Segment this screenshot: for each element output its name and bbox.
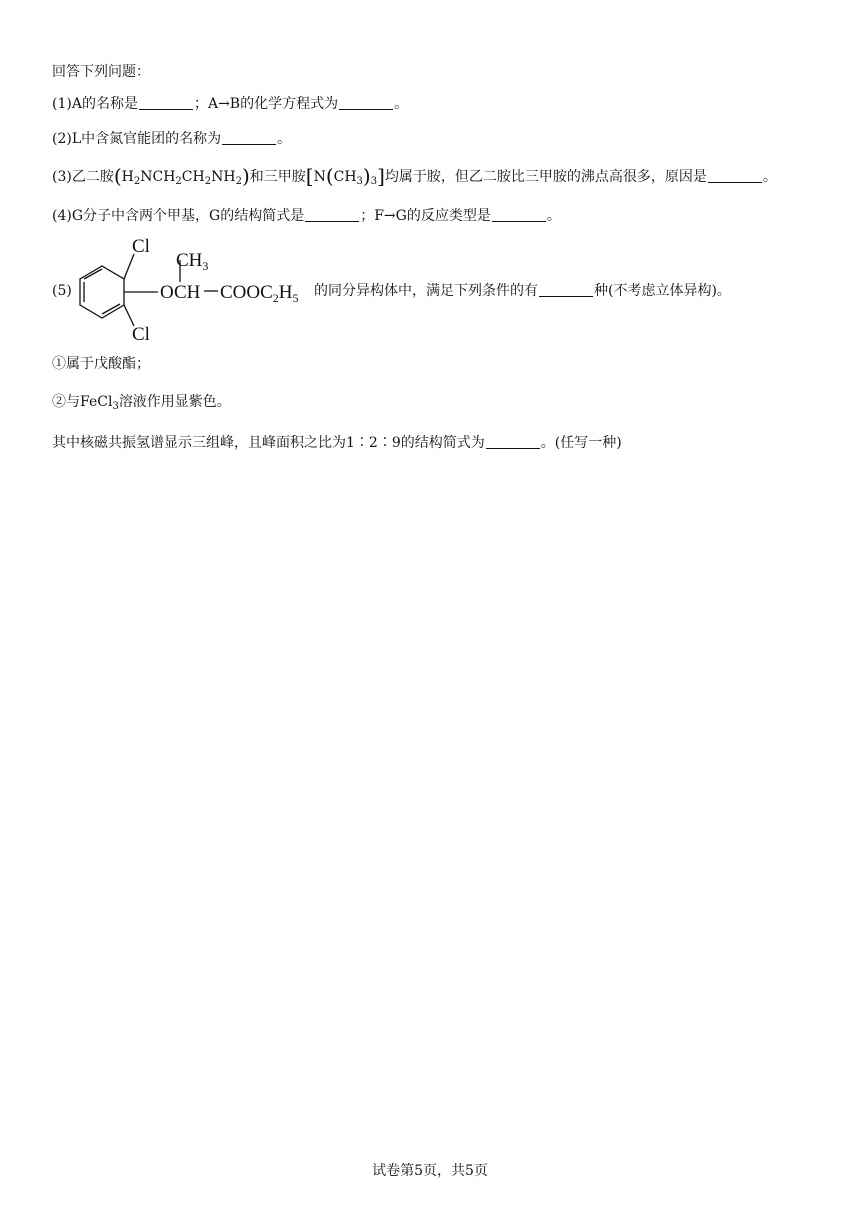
q4-blank-2[interactable] xyxy=(492,207,546,222)
q2-number: (2) xyxy=(52,131,72,147)
q1-text-b: ；A→B的化学方程式为 xyxy=(193,96,339,112)
q4-text-b: ；F→G的反应类型是 xyxy=(360,208,491,224)
q3-text-a: 乙二胺 xyxy=(71,169,114,185)
q2-text-a: L中含氮官能团的名称为 xyxy=(71,131,222,147)
q3-text-b: 和三甲胺 xyxy=(249,169,306,185)
q1-number: (1) xyxy=(52,96,72,112)
condition-2: ②与FeCl$_3$溶液作用显紫色。 xyxy=(52,394,231,412)
q1-blank-2[interactable] xyxy=(339,95,393,110)
q1-blank-1[interactable] xyxy=(139,95,193,110)
cl-bottom-label: Cl xyxy=(132,324,150,344)
q5-text-a: 的同分异构体中，满足下列条件的有 xyxy=(314,283,538,299)
q3-blank[interactable] xyxy=(708,168,762,183)
ethylenediamine-formula: $(H_2NCH_2CH_2NH_2)$ xyxy=(113,164,250,188)
q1-end: 。 xyxy=(394,96,409,112)
question-2 xyxy=(52,129,291,149)
cl-top-label: Cl xyxy=(132,236,150,257)
intro-text: 回答下列问题： xyxy=(52,64,150,80)
q5-text xyxy=(314,281,731,301)
nmr-blank[interactable] xyxy=(486,434,540,449)
question-1 xyxy=(52,94,408,114)
q4-number: (4) xyxy=(52,208,72,224)
question-4 xyxy=(52,206,561,226)
dichlorophenoxy-ester-structure xyxy=(72,232,318,344)
q2-blank[interactable] xyxy=(222,130,276,145)
q3-text-c: 均属于胺，但乙二胺比三甲胺的沸点高很多，原因是 xyxy=(384,169,707,185)
q4-blank-1[interactable] xyxy=(305,207,359,222)
q5-text-b: 种(不考虑立体异构)。 xyxy=(594,283,731,299)
nmr-text-b: 。(任写一种) xyxy=(540,435,622,451)
nmr-text-a: 其中核磁共振氢谱显示三组峰，且峰面积之比为1∶2∶9的结构简式为 xyxy=(52,435,485,451)
condition-1: ①属于戊酸酯； xyxy=(52,356,150,372)
q3-number: (3) xyxy=(52,169,72,185)
q3-end: 。 xyxy=(762,169,777,185)
q4-text-a: G分子中含两个甲基，G的结构简式是 xyxy=(71,208,305,224)
q5-blank[interactable] xyxy=(539,282,593,297)
page-footer: 试卷第5页，共5页 xyxy=(372,1163,488,1179)
chain-label-c: $COOC_2H_5$ xyxy=(220,282,299,305)
nmr-question xyxy=(52,433,622,453)
chain-label-a: O xyxy=(160,282,174,303)
q1-text-a: A的名称是 xyxy=(71,96,138,112)
q2-end: 。 xyxy=(277,131,292,147)
q5-number: (5) xyxy=(52,283,72,299)
ch3-label: $CH_3$ xyxy=(176,250,209,273)
question-3 xyxy=(52,164,777,188)
chain-label-b: CH xyxy=(174,282,201,303)
trimethylamine-formula: $[N(CH_3)_3]$ xyxy=(305,164,385,188)
q4-end: 。 xyxy=(546,208,561,224)
